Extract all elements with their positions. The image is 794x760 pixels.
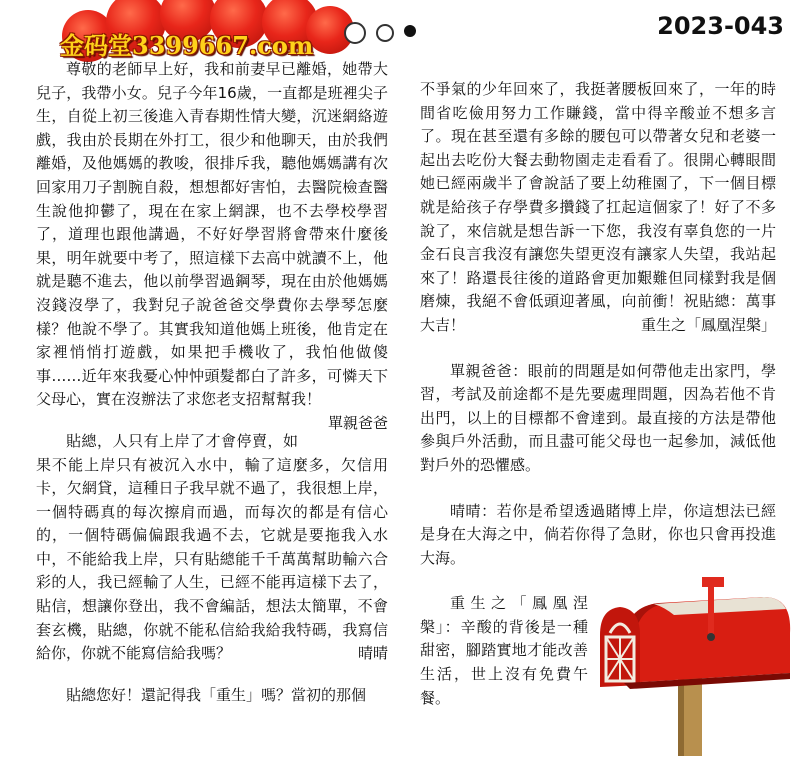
reader-letter: [36, 58, 388, 432]
answer3-text: 重生之「鳳凰涅槃」：辛酸的背後是一種甜密，腳踏實地才能改善生活，世上沒有免費午餐。: [420, 594, 588, 707]
answer2-text: 晴晴：若你是希望透過賭博上岸，你這想法已經是身在大海之中，倘若你得了急財，你也只會再投進大海。: [420, 501, 776, 567]
answer1-text: 單親爸爸：眼前的問題是如何帶他走出家門，學習，考試及前途都不是先要處理問題，因為若他不肯出門，以上的目標都不會達到。最直接的方法是帶他參與戶外活動，而且盡可能父母也一起參加，減低他對戶外的恐懼感。: [420, 361, 776, 474]
continued-text: 不爭氣的少年回來了，我挺著腰板回來了，一年的時間省吃儉用努力工作賺錢，當中得辛酸並不想多言了。現在甚至還有多餘的腰包可以帶著女兒和老婆一起出去吃份大餐去動物園走走看看了。很開心轉眼間她已經兩歲半了會說話了要上幼稚園了，下一個目標就是給孩子存學費多攢錢了扛起這個家了！好了不多說了，來信就是想告訴一下您，我沒有辜負您的一片金石良言我沒有讓您失望更沒有讓家人失望，我站起來了！路還長往後的道路會更加艱難但同樣對我是個磨煉，我絕不會低頭迎著風，向前衝！祝貼總：萬事大吉！: [420, 80, 776, 334]
letter-text: 尊敬的老師早上好，我和前妻早已離婚，她帶大兒子，我帶小女。兒子今年16歲，一直都是班裡尖子生，自從上初三後進入青春期性情大變，沉迷網絡遊戲，我由於長期在外打工，很少和他聊天，由於我們離婚，及他媽媽的教唆，很排斥我，聽他媽媽講有次回家用刀子割腕自殺，想想都好害怕，去醫院檢查醫生說他抑鬱了，現在在家上網課，也不去學校學習了，道理也跟他講過，不好好學習將會帶來什麼後果，明年就要中考了，照這樣下去高中就讀不上，他就是聽不進去，他以前學習過鋼琴，現在由於他媽媽沒錢沒學了，我對兒子說爸爸交學費你去學琴怎麼樣？他說不學了。其實我知道他媽上班後，他肯定在家裡悄悄打遊戲，如果把手機收了，我怕他做傻事……近年來我憂心忡忡頭髮都白了許多，可憐天下父母心，實在沒辦法了求您老支招幫幫我！: [36, 60, 388, 409]
red-mailbox-icon: [594, 575, 794, 756]
continued-signature: 重生之「鳳凰涅槃」: [640, 315, 776, 334]
letter-continued: [420, 78, 776, 338]
reply-signature: 晴晴: [357, 644, 388, 663]
next-letter-start: [36, 684, 388, 708]
answer-rebirth: [420, 592, 588, 710]
next-letter-text: 貼總您好！還記得我「重生」嗎？當初的那個: [66, 685, 367, 704]
reply-text: 貼總，人只有上岸了才會停賣，如果不能上岸只有被沉入水中，輸了這麼多，欠信用卡，欠網貸，這種日子我早就不過了，我很想上岸，一個特碼真的每次擦肩而過，而每次的都是有信心的，一個特碼偏偏跟我過不去，它就是要拖我入水中，不能給我上岸，只有貼總能千千萬萬幫助輸六合彩的人，我已經輸了人生，已經不能再這樣下去了，貼信，想讓你登出，我不會編話，想法太簡單，不會套玄機，貼總，你就不能私信給我給我特碼，我寫信給你，你就不能寫信給我嗎？: [36, 431, 388, 663]
answer-single-dad: [420, 360, 776, 478]
circle-outline-icon: [344, 22, 366, 44]
left-column: [36, 58, 388, 707]
site-logo-text: 金码堂3399667.com: [60, 31, 314, 60]
issue-number: 2023-043: [657, 12, 784, 40]
answer-qingqing: [420, 500, 776, 571]
reader-reply: [36, 430, 388, 666]
circle-outline-icon: [376, 24, 394, 42]
letter-signature: 單親爸爸: [327, 413, 388, 432]
circle-filled-icon: [404, 25, 416, 37]
